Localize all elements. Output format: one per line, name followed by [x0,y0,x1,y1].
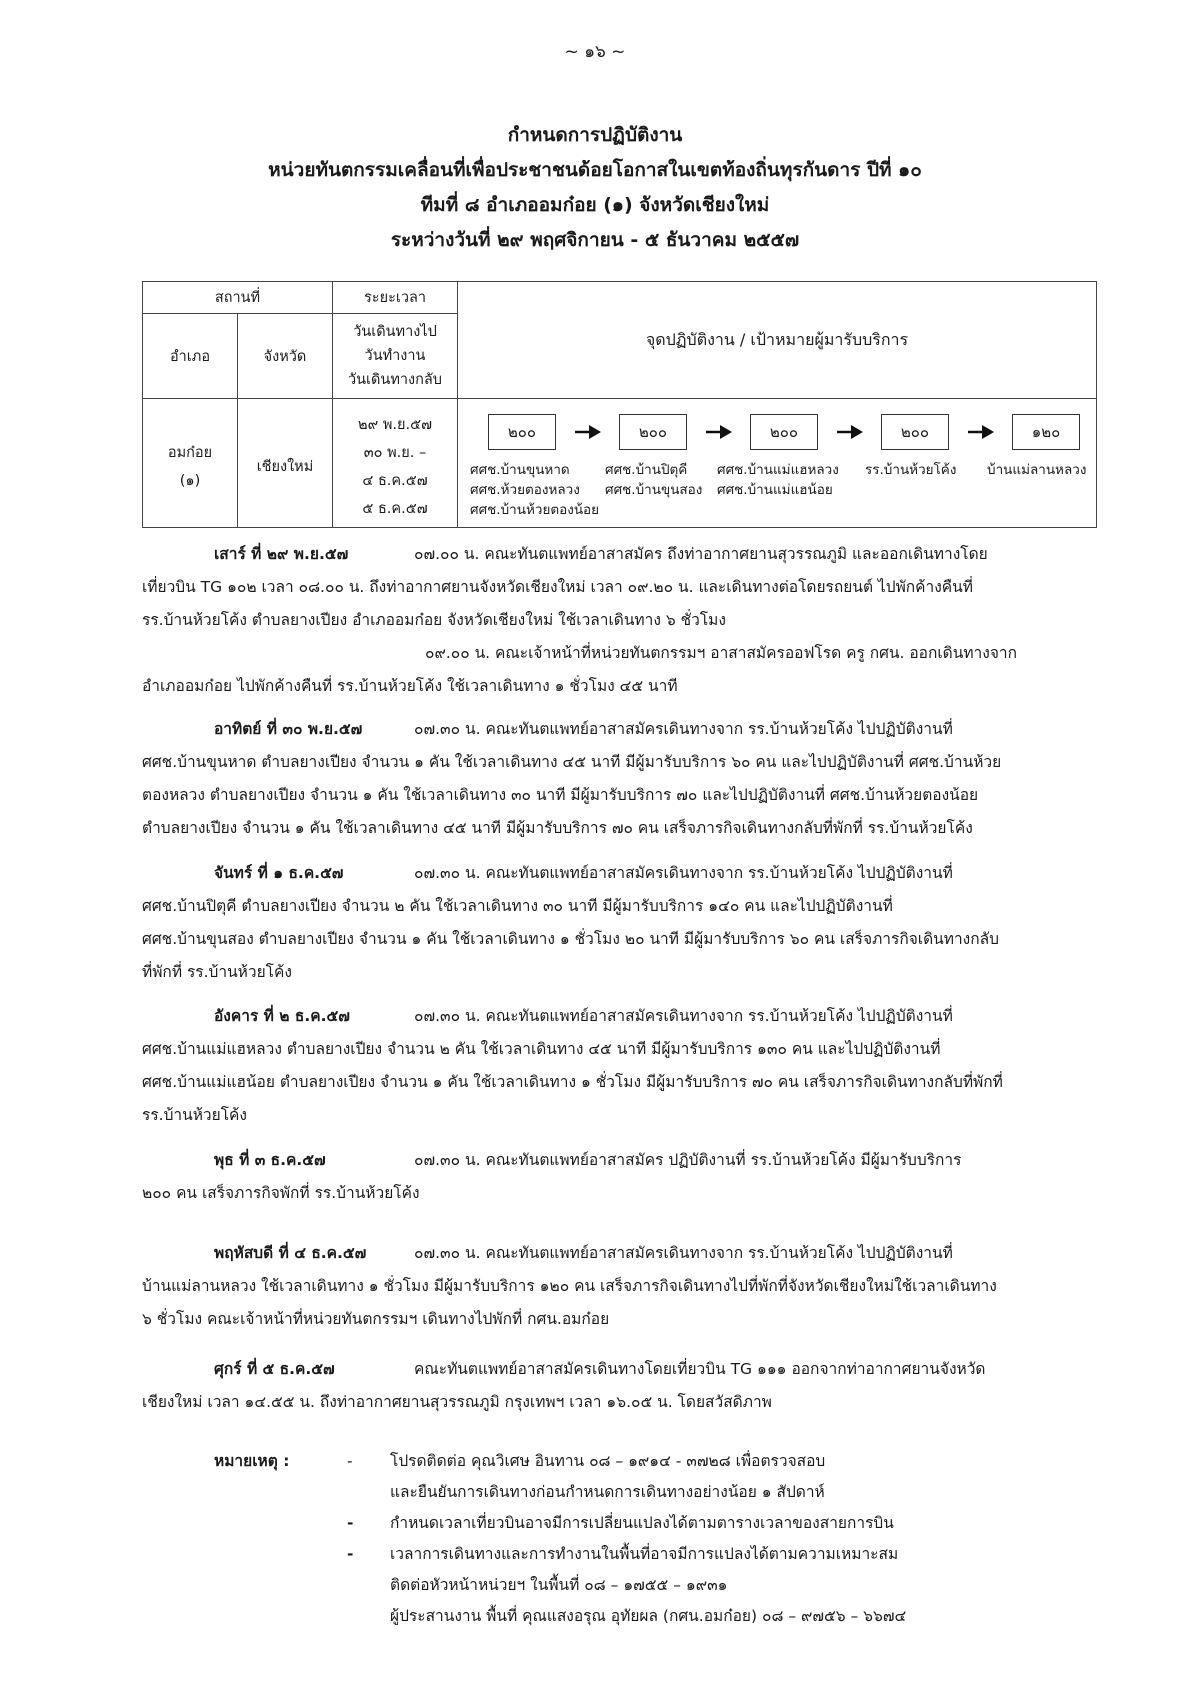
place-list [458,450,1096,520]
place-name: บ้านแม่ลานหลวง [987,462,1087,478]
day-text-line: ตำบลยางเปียง จำนวน ๑ คัน ใช้เวลาเดินทาง ๔๕ นาที มีผู้มารับบริการ ๗๐ คน เสร็จภารกิจเดินทางกลับที่พักที่ รร.บ้านห้วยโค้ง [142,819,973,837]
day-text-line: ๒๐๐ คน เสร็จภารกิจพักที่ รร.บ้านห้วยโค้ง [142,1184,420,1202]
title-line-1: กำหนดการปฏิบัติงาน [507,124,683,146]
day-section-tue [142,1000,1102,1132]
day-first-line: ๐๗.๓๐ น. คณะทันตแพทย์อาสาสมัคร ปฏิบัติงานที่ รร.บ้านห้วยโค้ง มีผู้มารับบริการ [414,1151,962,1169]
note-text: ติดต่อหัวหน้าหน่วยฯ ในพื้นที่ ๐๘ – ๑๗๕๕ – ๑๙๓๑ [390,1576,728,1594]
period-sub-line: วันเดินทางกลับ [348,372,442,388]
day-text-line: ๖ ชั่วโมง คณะเจ้าหน้าที่หน่วยทันตกรรมฯ เดินทางไปพักที่ กศน.อมก๋อย [142,1310,610,1328]
date-line: ๒๙ พ.ย.๕๗ [358,417,432,433]
day-label: เสาร์ ที่ ๒๙ พ.ย.๕๗ [214,545,349,563]
place-name: ศศช.บ้านแม่แฮน้อย [717,482,833,498]
place-name: ศศช.บ้านปิตุคี [605,462,688,478]
day-label: พุธ ที่ ๓ ธ.ค.๕๗ [214,1151,326,1169]
date-line: ๓๐ พ.ย. – [363,445,427,461]
day-text-line: ศศช.บ้านแม่แฮหลวง ตำบลยางเปียง จำนวน ๒ คัน ใช้เวลาเดินทาง ๔๕ นาที มีผู้มารับบริการ ๑๓๐ คน และไปปฏิบัติงานที่ [142,1040,941,1058]
day-section-mon [142,857,1102,989]
period-sub-line: วันเดินทางไป [353,324,437,340]
header-district: อำเภอ [143,314,238,399]
cell-work-points [458,399,1097,528]
note-text: โปรดติดต่อ คุณวิเศษ อินทาน ๐๘ – ๑๙๑๔ - ๓๗๒๘ เพื่อตรวจสอบ [390,1452,826,1470]
place-name: ศศช.บ้านแม่แฮหลวง [717,462,839,478]
day-text-line: เชียงใหม่ เวลา ๑๔.๕๕ น. ถึงท่าอากาศยานสุวรรณภูมิ กรุงเทพฯ เวลา ๑๖.๐๕ น. โดยสวัสดิภาพ [142,1393,772,1411]
target-flow [458,406,1096,450]
note-text: กำหนดเวลาเที่ยวบินอาจมีการเปลี่ยนแปลงได้ตามตารางเวลาของสายการบิน [390,1514,894,1532]
day-first-line: ๐๗.๓๐ น. คณะทันตแพทย์อาสาสมัครเดินทางจาก รร.บ้านห้วยโค้ง ไปปฏิบัติงานที่ [414,1244,953,1262]
day-first-line: ๐๗.๓๐ น. คณะทันตแพทย์อาสาสมัครเดินทางจาก รร.บ้านห้วยโค้ง ไปปฏิบัติงานที่ [414,720,953,738]
note-dash: - [347,1452,353,1470]
day-text-line: ศศช.บ้านขุนหาด ตำบลยางเปียง จำนวน ๑ คัน ใช้เวลาเดินทาง ๔๕ นาที มีผู้มารับบริการ ๖๐ คน และไปปฏิบัติงานที่ ศศช.บ้านห้วย [142,753,1002,771]
target-box: ๒๐๐ [488,414,556,450]
note-text: เวลาการเดินทางและการทำงานในพื้นที่อาจมีการแปลงได้ตามความเหมาะสม [390,1545,899,1563]
day-section-fri [142,1353,1102,1419]
day-label: ศุกร์ ที่ ๕ ธ.ค.๕๗ [214,1360,335,1378]
day-first-line: ๐๗.๓๐ น. คณะทันตแพทย์อาสาสมัครเดินทางจาก รร.บ้านห้วยโค้ง ไปปฏิบัติงานที่ [414,864,953,882]
title-line-4: ระหว่างวันที่ ๒๙ พฤศจิกายน - ๕ ธันวาคม ๒๕๕๗ [390,229,800,251]
district-name: อมก๋อย [167,445,213,461]
header-place: สถานที่ [143,282,333,314]
note-dash: - [347,1514,354,1532]
schedule-table [142,281,1097,528]
target-box: ๒๐๐ [881,414,949,450]
day-text-line: เที่ยวบิน TG ๑๐๒ เวลา ๐๘.๐๐ น. ถึงท่าอากาศยานจังหวัดเชียงใหม่ เวลา ๐๙.๒๐ น. และเดินทางต่อโดยรถยนต์ ไปพักค้างคืนที่ [142,578,973,596]
day-text-line: ศศช.บ้านปิตุคี ตำบลยางเปียง จำนวน ๒ คัน ใช้เวลาเดินทาง ๓๐ นาที มีผู้มารับบริการ ๑๔๐ คน และไปปฏิบัติงานที่ [142,897,893,915]
notes-section [142,1446,1102,1632]
title-line-2: หน่วยทันตกรรมเคลื่อนที่เพื่อประชาชนด้อยโอกาสในเขตท้องถิ่นทุรกันดาร ปีที่ ๑๐ [268,159,922,181]
cell-province: เชียงใหม่ [238,399,333,528]
place-name: ศศช.บ้านขุนหาด [470,462,570,478]
note-text: และยืนยันการเดินทางก่อนกำหนดการเดินทางอย่างน้อย ๑ สัปดาห์ [390,1483,825,1501]
period-sub-line: วันทำงาน [364,348,426,364]
day-label: อาทิตย์ ที่ ๓๐ พ.ย.๕๗ [214,720,363,738]
day-label: อังคาร ที่ ๒ ธ.ค.๕๗ [214,1007,350,1025]
cell-district [143,399,238,528]
day-label: พฤหัสบดี ที่ ๔ ธ.ค.๕๗ [214,1244,367,1262]
day-first-line: ๐๗.๐๐ น. คณะทันตแพทย์อาสาสมัคร ถึงท่าอากาศยานสุวรรณภูมิ และออกเดินทางโดย [414,545,988,563]
day-first-line: ๐๗.๓๐ น. คณะทันตแพทย์อาสาสมัครเดินทางจาก รร.บ้านห้วยโค้ง ไปปฏิบัติงานที่ [414,1007,953,1025]
header-period-sub [333,314,458,399]
note-text: ผู้ประสานงาน พื้นที่ คุณแสงอรุณ อุทัยผล (กศน.อมก๋อย) ๐๘ – ๙๗๕๖ – ๖๖๗๔ [390,1607,907,1625]
day-text-line: ตองหลวง ตำบลยางเปียง จำนวน ๑ คัน ใช้เวลาเดินทาง ๓๐ นาที มีผู้มารับบริการ ๗๐ และไปปฏิบัติงานที่ ศศช.บ้านห้วยตองน้อย [142,786,979,804]
day-text-line: บ้านแม่ลานหลวง ใช้เวลาเดินทาง ๑ ชั่วโมง มีผู้มารับบริการ ๑๒๐ คน เสร็จภารกิจเดินทางไปที่พักที่จังหวัดเชียงใหม่ใช้เวลาเดินทาง [142,1277,997,1295]
day-second-entry: ๐๙.๐๐ น. คณะเจ้าหน้าที่หน่วยทันตกรรมฯ อาสาสมัครออฟโรด ครู กศน. ออกเดินทางจาก [425,644,1017,662]
day-text-line: ศศช.บ้านแม่แฮน้อย ตำบลยางเปียง จำนวน ๑ คัน ใช้เวลาเดินทาง ๑ ชั่วโมง มีผู้มารับบริการ ๗๐ คน เสร็จภารกิจเดินทางกลับที่พักที่ [142,1073,1003,1091]
arrow-right-icon [687,425,750,439]
document-title [0,118,1190,258]
day-section-sun [142,713,1102,845]
header-points: จุดปฏิบัติงาน / เป้าหมายผู้มารับบริการ [458,282,1097,399]
header-period: ระยะเวลา [333,282,458,314]
cell-dates [333,399,458,528]
day-first-line: คณะทันตแพทย์อาสาสมัครเดินทางโดยเที่ยวบิน TG ๑๑๑ ออกจากท่าอากาศยานจังหวัด [414,1360,986,1378]
day-section-thu [142,1237,1102,1336]
date-line: ๔ ธ.ค.๕๗ [362,473,428,489]
day-text-line: อำเภออมก๋อย ไปพักค้างคืนที่ รร.บ้านห้วยโค้ง ใช้เวลาเดินทาง ๑ ชั่วโมง ๔๕ นาที [142,677,678,695]
day-text-line: ที่พักที่ รร.บ้านห้วยโค้ง [142,963,292,981]
page-number: ~ ๑๖ ~ [564,42,626,62]
target-box: ๑๒๐ [1012,414,1080,450]
target-box: ๒๐๐ [619,414,687,450]
target-box: ๒๐๐ [750,414,818,450]
header-province: จังหวัด [238,314,333,399]
notes-label: หมายเหตุ : [214,1452,290,1470]
day-section-wed [142,1144,1102,1210]
arrow-right-icon [949,425,1012,439]
day-label: จันทร์ ที่ ๑ ธ.ค.๕๗ [214,864,344,882]
day-text-line: รร.บ้านห้วยโค้ง ตำบลยางเปียง อำเภออมก๋อย จังหวัดเชียงใหม่ ใช้เวลาเดินทาง ๖ ชั่วโมง [142,611,726,629]
day-text-line: ศศช.บ้านขุนสอง ตำบลยางเปียง จำนวน ๑ คัน ใช้เวลาเดินทาง ๑ ชั่วโมง ๒๐ นาที มีผู้มารับบริการ ๖๐ คน เสร็จภารกิจเดินทางกลับ [142,930,999,948]
title-line-3: ทีมที่ ๘ อำเภออมก๋อย (๑) จังหวัดเชียงใหม่ [420,194,770,216]
note-dash: - [347,1545,354,1563]
place-name: ศศช.ห้วยตองหลวง [470,482,580,498]
place-name: ศศช.บ้านห้วยตองน้อย [470,502,600,518]
place-name: ศศช.บ้านขุนสอง [605,482,703,498]
day-text-line: รร.บ้านห้วยโค้ง [142,1106,247,1124]
district-number: (๑) [179,473,201,489]
date-line: ๕ ธ.ค.๕๗ [362,501,428,517]
place-name: รร.บ้านห้วยโค้ง [865,462,957,478]
day-section-sat [142,538,1102,703]
arrow-right-icon [818,425,881,439]
arrow-right-icon [556,425,619,439]
